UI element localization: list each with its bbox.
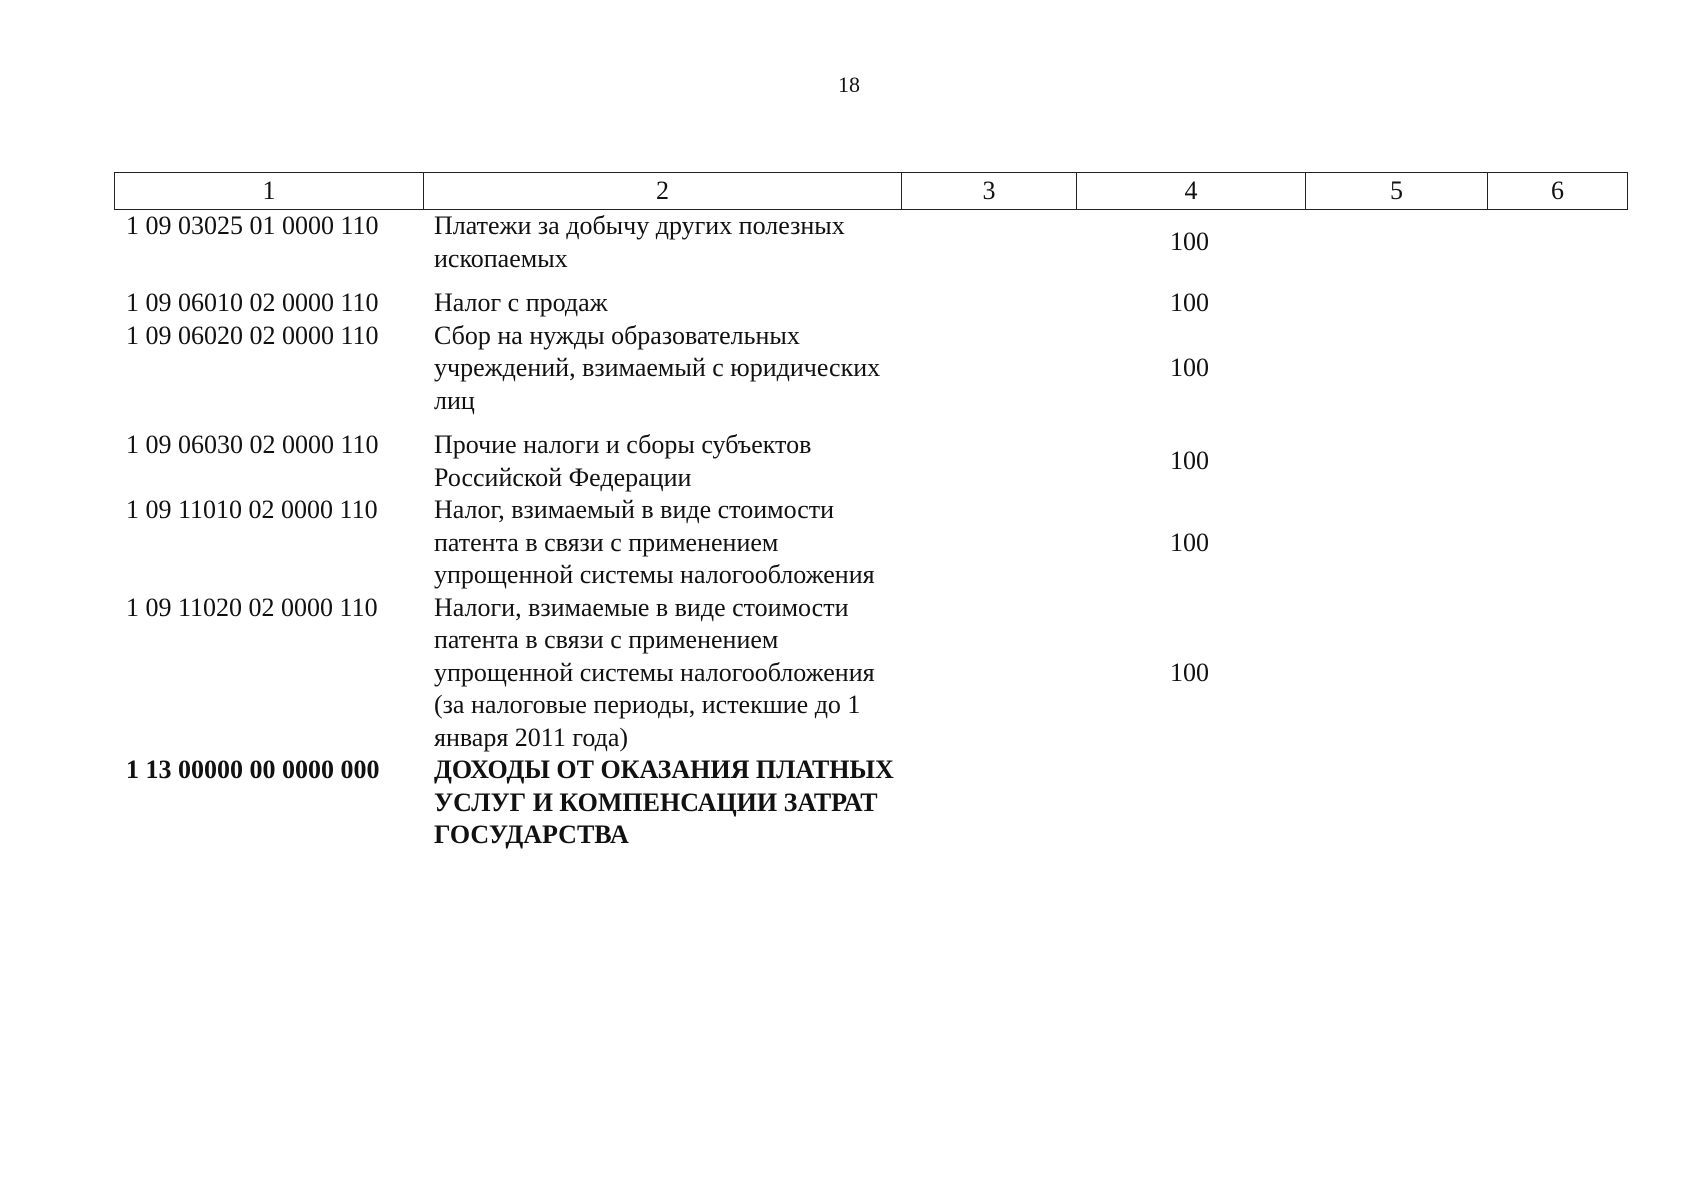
table-row [114,429,1628,494]
row-column-6 [1486,592,1626,755]
header-column-5: 5 [1305,173,1487,209]
row-name: Налог с продаж [434,288,608,317]
row-column-5 [1304,494,1486,592]
row-column-5 [1304,210,1486,275]
row-column-6 [1486,287,1626,320]
row-column-3 [900,592,1075,755]
header-column-3: 3 [901,173,1076,209]
row-column-6 [1486,754,1626,852]
row-column-6 [1486,429,1626,494]
row-value [1075,754,1304,852]
row-column-3 [900,429,1075,494]
row-code: 1 13 00000 00 0000 000 [126,755,380,784]
row-column-5 [1304,429,1486,494]
row-column-3 [900,287,1075,320]
row-name: Платежи за добычу других полезных ископаемых [434,211,845,273]
header-column-2: 2 [423,173,901,209]
row-value: 100 [1170,288,1209,317]
table-header-row [114,172,1628,210]
header-column-4: 4 [1076,173,1305,209]
table-body [114,210,1628,852]
row-code: 1 09 06030 02 0000 110 [126,430,379,459]
row-name: Сбор на нужды образовательных учреждений, взимаемый с юридических лиц [434,320,881,415]
row-column-6 [1486,494,1626,592]
row-column-3 [900,320,1075,418]
row-value: 100 [1170,446,1209,476]
row-column-3 [900,210,1075,275]
row-name: ДОХОДЫ ОТ ОКАЗАНИЯ ПЛАТНЫХ УСЛУГ И КОМПЕНСАЦИИ ЗАТРАТ ГОСУДАРСТВА [434,755,894,849]
row-name: Налог, взимаемый в виде стоимости патента в связи с применением упрощенной системы налогообложения [434,495,875,589]
table-row-section-heading [114,754,1628,852]
table-row [114,210,1628,275]
row-column-6 [1486,320,1626,418]
row-name: Налоги, взимаемые в виде стоимости патента в связи с применением упрощенной системы налогообложения (за налоговые периоды, истекшие до 1 января 2011 года) [434,592,875,752]
row-code: 1 09 06020 02 0000 110 [126,320,379,350]
header-column-1: 1 [262,176,276,205]
row-column-3 [900,754,1075,852]
row-code: 1 09 03025 01 0000 110 [126,211,379,240]
table-row [114,592,1628,755]
row-value: 100 [1170,657,1209,687]
row-value: 100 [1170,353,1209,382]
row-value: 100 [1170,527,1209,557]
row-code: 1 09 11010 02 0000 110 [126,495,378,524]
row-column-3 [900,494,1075,592]
row-code: 1 09 11020 02 0000 110 [126,592,378,622]
row-column-5 [1304,592,1486,755]
table-row [114,320,1628,418]
row-column-6 [1486,210,1626,275]
row-code: 1 09 06010 02 0000 110 [126,288,379,317]
table-row [114,494,1628,592]
table-row [114,287,1628,320]
row-column-5 [1304,287,1486,320]
row-name: Прочие налоги и сборы субъектов Российской Федерации [434,430,812,492]
row-column-5 [1304,320,1486,418]
header-column-6: 6 [1487,173,1627,209]
row-column-5 [1304,754,1486,852]
page-number: 18 [838,72,860,97]
row-value: 100 [1170,227,1209,257]
